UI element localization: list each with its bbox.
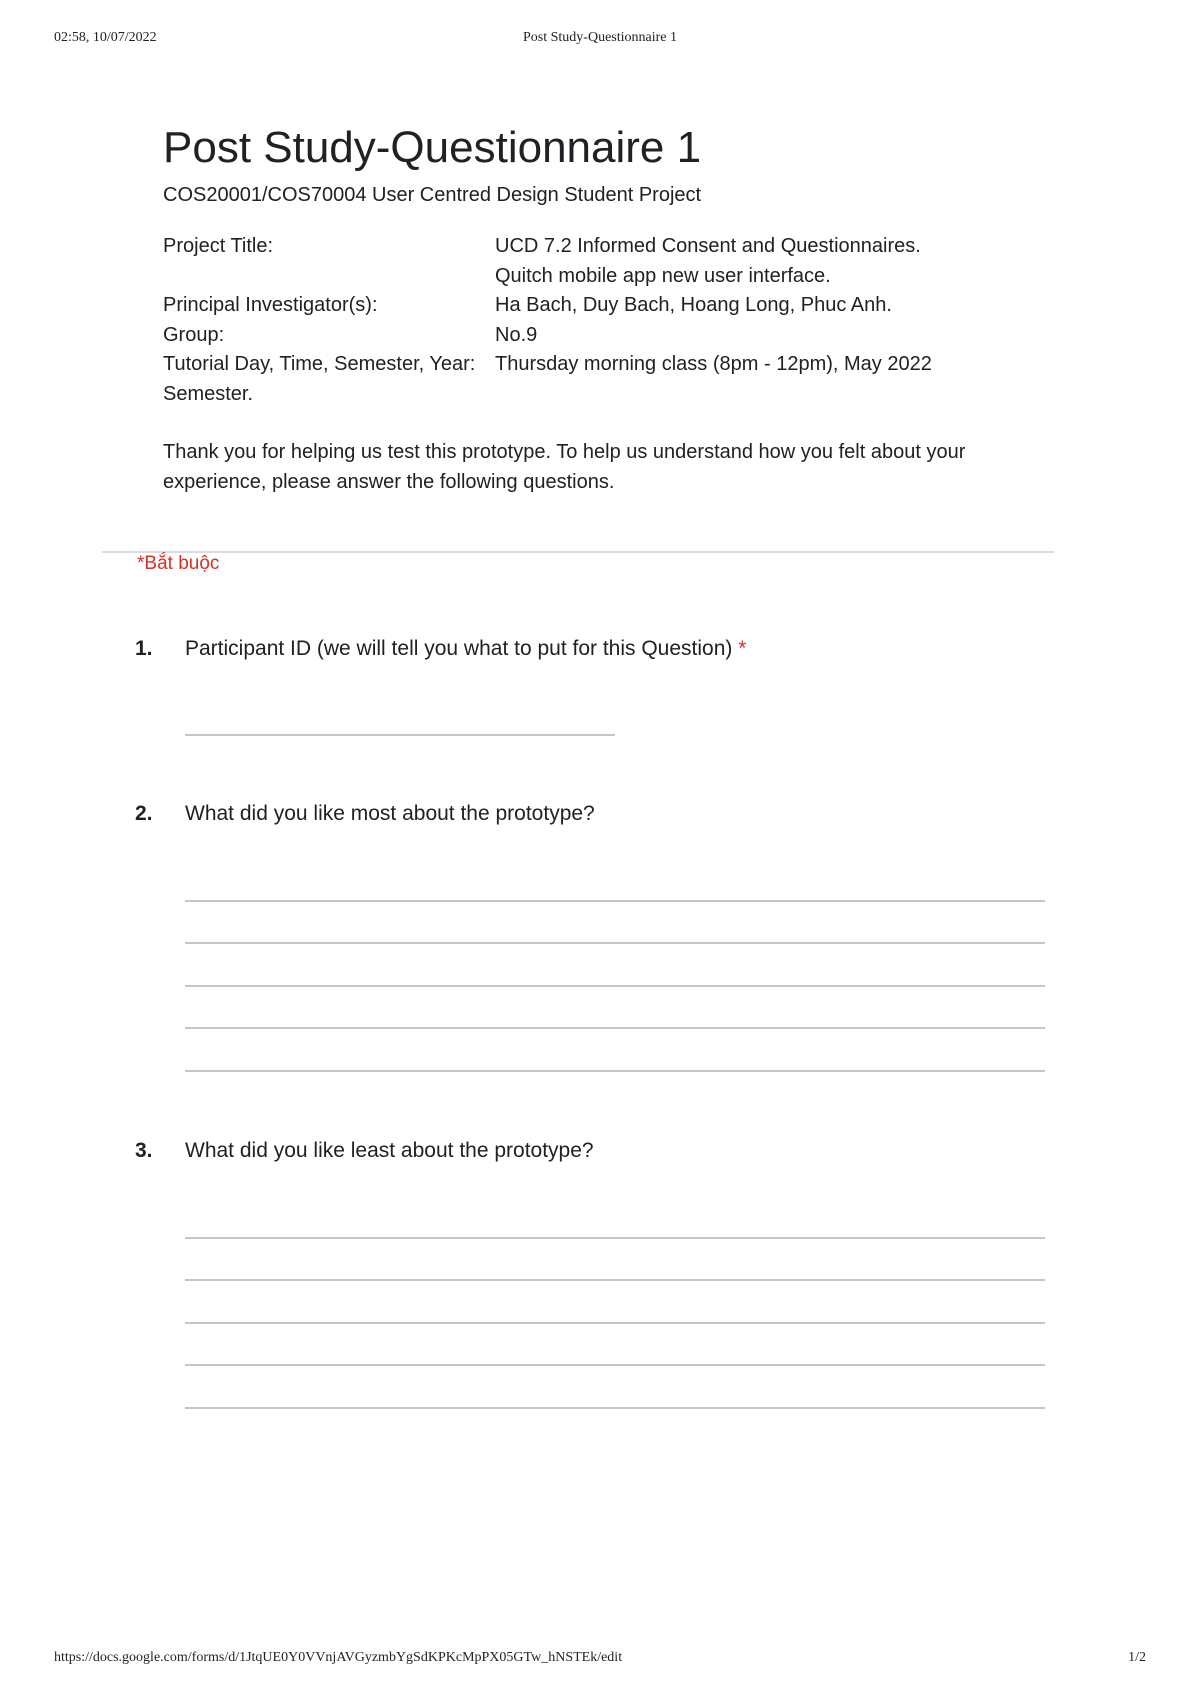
question-3 <box>135 1139 1055 1163</box>
answer-line-question-2[interactable] <box>185 942 1045 944</box>
investigators-row <box>163 291 1023 321</box>
project-info <box>163 232 1023 409</box>
required-note: *Bắt buộc <box>137 553 220 574</box>
required-marker: * <box>738 637 747 660</box>
print-document-title: Post Study-Questionnaire 1 <box>523 30 677 45</box>
project-title-row-2 <box>163 262 1023 292</box>
tutorial-value-continued: Semester. <box>163 382 254 405</box>
print-footer <box>0 1650 1200 1672</box>
answer-line-question-3[interactable] <box>185 1237 1045 1239</box>
question-2 <box>135 802 1055 826</box>
question-number: 3. <box>135 1139 153 1162</box>
answer-line-question-2[interactable] <box>185 1070 1045 1072</box>
answer-line-question-3[interactable] <box>185 1322 1045 1324</box>
answer-line-question-2[interactable] <box>185 985 1045 987</box>
project-title-value: UCD 7.2 Informed Consent and Questionnaires. <box>495 235 921 257</box>
form-title: Post Study-Questionnaire 1 <box>163 123 702 172</box>
question-text: What did you like most about the prototype? <box>185 802 595 825</box>
group-label: Group: <box>163 323 225 346</box>
print-url[interactable]: https://docs.google.com/forms/d/1JtqUE0Y0VVnjAVGyzmbYgSdKPKcMpPX05GTw_hNSTEk/edit <box>54 1650 623 1665</box>
answer-line-question-3[interactable] <box>185 1279 1045 1281</box>
question-1 <box>135 637 1055 661</box>
tutorial-value: Thursday morning class (8pm - 12pm), May 2022 <box>495 353 932 375</box>
question-text: Participant ID (we will tell you what to put for this Question) * <box>185 637 747 660</box>
intro-text: Thank you for helping us test this prototype. To help us understand how you felt about your experience, please answer the following questions. <box>163 441 966 493</box>
form-subtitle: COS20001/COS70004 User Centred Design Student Project <box>163 184 702 206</box>
investigators-label: Principal Investigator(s): <box>163 294 378 316</box>
group-value: No.9 <box>495 323 538 346</box>
investigators-value: Ha Bach, Duy Bach, Hoang Long, Phuc Anh. <box>495 294 892 316</box>
project-title-value-2: Quitch mobile app new user interface. <box>495 264 831 287</box>
question-number: 1. <box>135 637 153 660</box>
print-header <box>0 30 1200 52</box>
question-text: What did you like least about the prototype? <box>185 1139 594 1162</box>
project-title-row <box>163 232 1023 262</box>
answer-line-question-2[interactable] <box>185 1027 1045 1029</box>
answer-field-question-1[interactable] <box>185 734 615 736</box>
answer-line-question-3[interactable] <box>185 1364 1045 1366</box>
answer-line-question-2[interactable] <box>185 900 1045 902</box>
page-number: 1/2 <box>1128 1650 1146 1665</box>
tutorial-row <box>163 350 1023 380</box>
section-divider <box>102 551 1054 553</box>
project-title-label: Project Title: <box>163 235 274 257</box>
group-row <box>163 321 1023 351</box>
tutorial-label: Tutorial Day, Time, Semester, Year: <box>163 353 476 375</box>
question-number: 2. <box>135 802 153 825</box>
answer-line-question-3[interactable] <box>185 1407 1045 1409</box>
print-timestamp: 02:58, 10/07/2022 <box>54 30 157 45</box>
form-header <box>163 118 1023 497</box>
